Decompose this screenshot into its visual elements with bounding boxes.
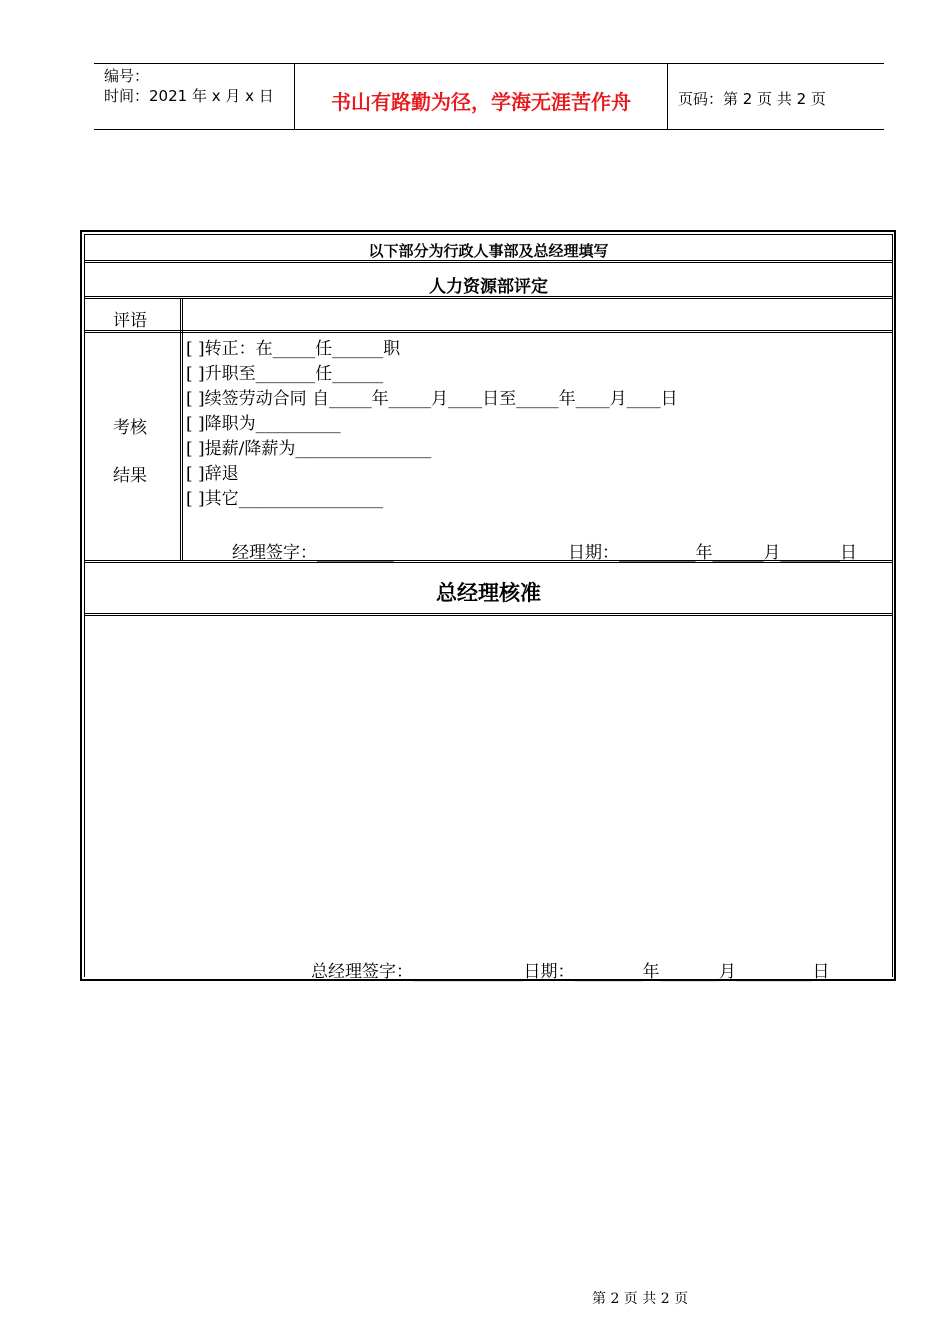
manager-date[interactable]: 日期：_________年______月_______日 <box>568 543 857 563</box>
option-promotion[interactable]: [ ]升职至_______任______ <box>186 364 384 384</box>
option-salary-change[interactable]: [ ]提薪/降薪为________________ <box>186 439 432 459</box>
option-demotion[interactable]: [ ]降职为__________ <box>186 414 341 434</box>
result-label-bottom: 结果 <box>113 466 147 486</box>
gm-approval-area[interactable] <box>86 618 890 948</box>
serial-number-label: 编号： <box>104 67 150 85</box>
header-motto: 书山有路勤为径，学海无涯苦作舟 <box>331 90 631 114</box>
option-regularization[interactable]: [ ]转正：在_____任______职 <box>186 339 401 359</box>
header-meta <box>104 66 274 106</box>
gm-approval-title: 总经理核准 <box>436 581 541 605</box>
comment-label: 评语 <box>113 311 147 331</box>
header-divider-2 <box>667 63 668 129</box>
option-dismissal[interactable]: [ ]辞退 <box>186 464 239 484</box>
label-column-divider <box>180 299 183 561</box>
header-page-number: 页码：第 2 页 共 2 页 <box>678 90 826 108</box>
rule-after-gm-title <box>84 613 893 616</box>
manager-signature[interactable]: 经理签字：_________ <box>232 543 394 563</box>
header-top-rule <box>94 63 884 64</box>
footer-page-number: 第 2 页 共 2 页 <box>592 1291 689 1307</box>
section-title: 以下部分为行政人事部及总经理填写 <box>368 242 609 260</box>
rule-after-comment <box>84 330 893 333</box>
time-label: 时间：2021 年 x 月 x 日 <box>104 87 274 105</box>
gm-signature-date[interactable]: 总经理签字：_____________日期：________年_______月_________日 <box>311 962 830 982</box>
hr-evaluation-title: 人力资源部评定 <box>429 277 548 297</box>
header-divider-1 <box>294 63 295 129</box>
frame-inner-top <box>84 234 893 235</box>
option-contract-renewal[interactable]: [ ]续签劳动合同 自_____年_____月____日至_____年____月____日 <box>186 389 678 409</box>
result-label-top: 考核 <box>113 418 147 438</box>
comment-field[interactable] <box>186 300 890 328</box>
option-other[interactable]: [ ]其它_________________ <box>186 489 384 509</box>
header-bottom-rule <box>94 129 884 130</box>
